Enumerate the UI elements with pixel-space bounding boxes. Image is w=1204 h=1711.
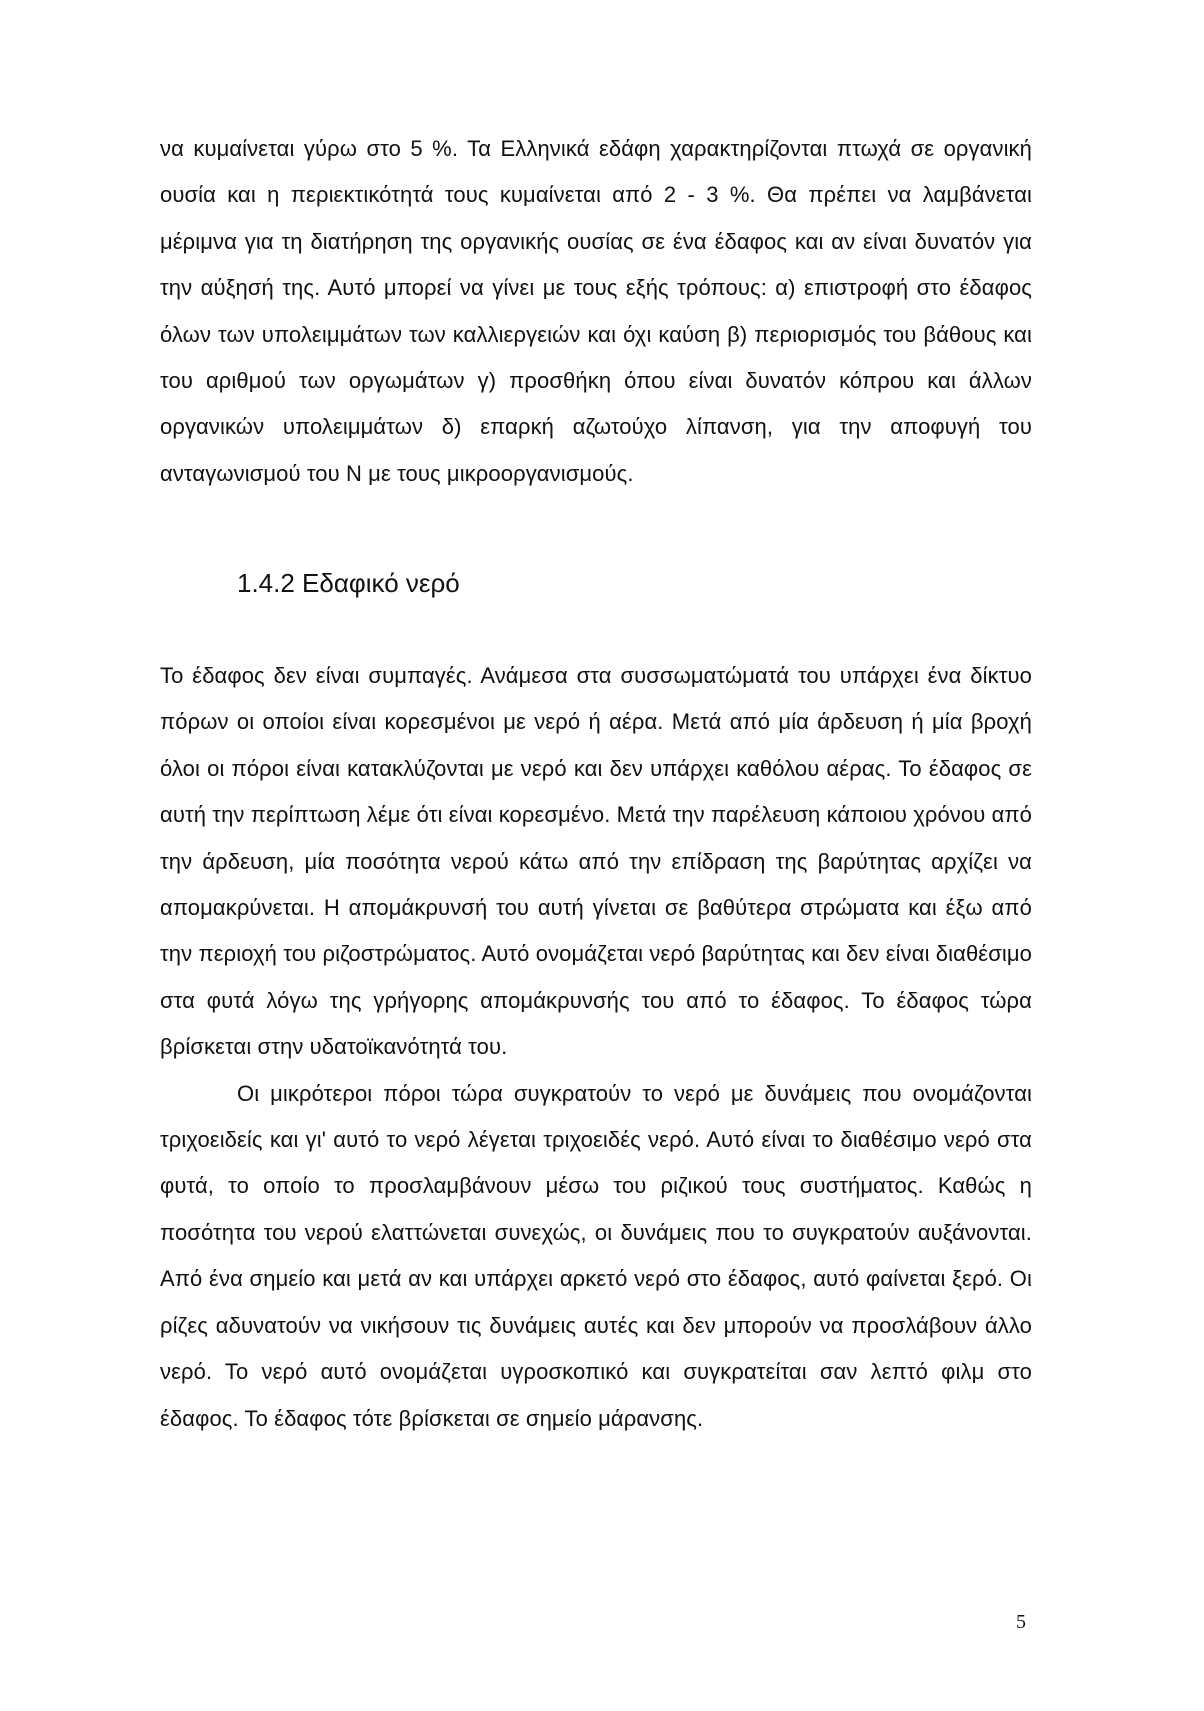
paragraph-organic-matter bbox=[160, 126, 1032, 497]
paragraph-text: να κυμαίνεται γύρω στο 5 %. Τα Ελληνικά εδάφη χαρακτηρίζονται πτωχά σε οργανική ουσία και η περιεκτικότητά τους κυμαίνεται από 2 - 3 %. Θα πρέπει να λαμβάνεται μέριμνα για τη διατήρηση της οργανικής ουσίας σε ένα έδαφος και αν είναι δυνατόν για την αύξησή της. Αυτό μπορεί να γίνει με τους εξής τρόπους: α) επιστροφή στο έδαφος όλων των υπολειμμάτων των καλλιεργειών και όχι καύση β) περιορισμός του βάθους και του αριθμού των οργωμάτων γ) προσθήκη όπου είναι δυνατόν κόπρου και άλλων οργανικών υπολειμμάτων δ) επαρκή αζωτούχο λίπανση, για την αποφυγή του ανταγωνισμού του Ν με τους μικροοργανισμούς. bbox=[160, 136, 1032, 486]
paragraph-capillary-water: Οι μικρότεροι πόροι τώρα συγκρατούν το νερό με δυνάμεις που ονομάζονται τριχοειδείς και γι' αυτό το νερό λέγεται τριχοειδές νερό. Αυτό είναι το διαθέσιμο νερό στα φυτά, το οποίο το προσλαμβάνουν μέσω του ριζικού τους συστήματος. Καθώς η ποσότητα του νερού ελαττώνεται συνεχώς, οι δυνάμεις που το συγκρατούν αυξάνονται. Από ένα σημείο και μετά αν και υπάρχει αρκετό νερό στο έδαφος, αυτό φαίνεται ξερό. Οι ρίζες αδυνατούν να νικήσουν τις δυνάμεις αυτές και δεν μπορούν να προσλάβουν άλλο νερό. Το νερό αυτό ονομάζεται υγροσκοπικό και συγκρατείται σαν λεπτό φιλμ στο έδαφος. Το έδαφος τότε βρίσκεται σε σημείο μάρανσης. bbox=[160, 1080, 1032, 1431]
page-number: 5 bbox=[1016, 1611, 1026, 1633]
section-body bbox=[160, 653, 1032, 1442]
paragraph-soil-saturation: Το έδαφος δεν είναι συμπαγές. Ανάμεσα στα συσσωματώματά του υπάρχει ένα δίκτυο πόρων οι οποίοι είναι κορεσμένοι με νερό ή αέρα. Μετά από μία άρδευση ή μία βροχή όλοι οι πόροι είναι κατακλύζονται με νερό και δεν υπάρχει καθόλου αέρας. Το έδαφος σε αυτή την περίπτωση λέμε ότι είναι κορεσμένο. Μετά την παρέλευση κάποιου χρόνου από την άρδευση, μία ποσότητα νερού κάτω από την επίδραση της βαρύτητας αρχίζει να απομακρύνεται. Η απομάκρυνσή του αυτή γίνεται σε βαθύτερα στρώματα και έξω από την περιοχή του ριζοστρώματος. Αυτό ονομάζεται νερό βαρύτητας και δεν είναι διαθέσιμο στα φυτά λόγω της γρήγορης απομάκρυνσής του από το έδαφος. Το έδαφος τώρα βρίσκεται στην υδατοϊκανότητά του. bbox=[160, 663, 1032, 1060]
section-heading: 1.4.2 Εδαφικό νερό bbox=[237, 568, 460, 598]
